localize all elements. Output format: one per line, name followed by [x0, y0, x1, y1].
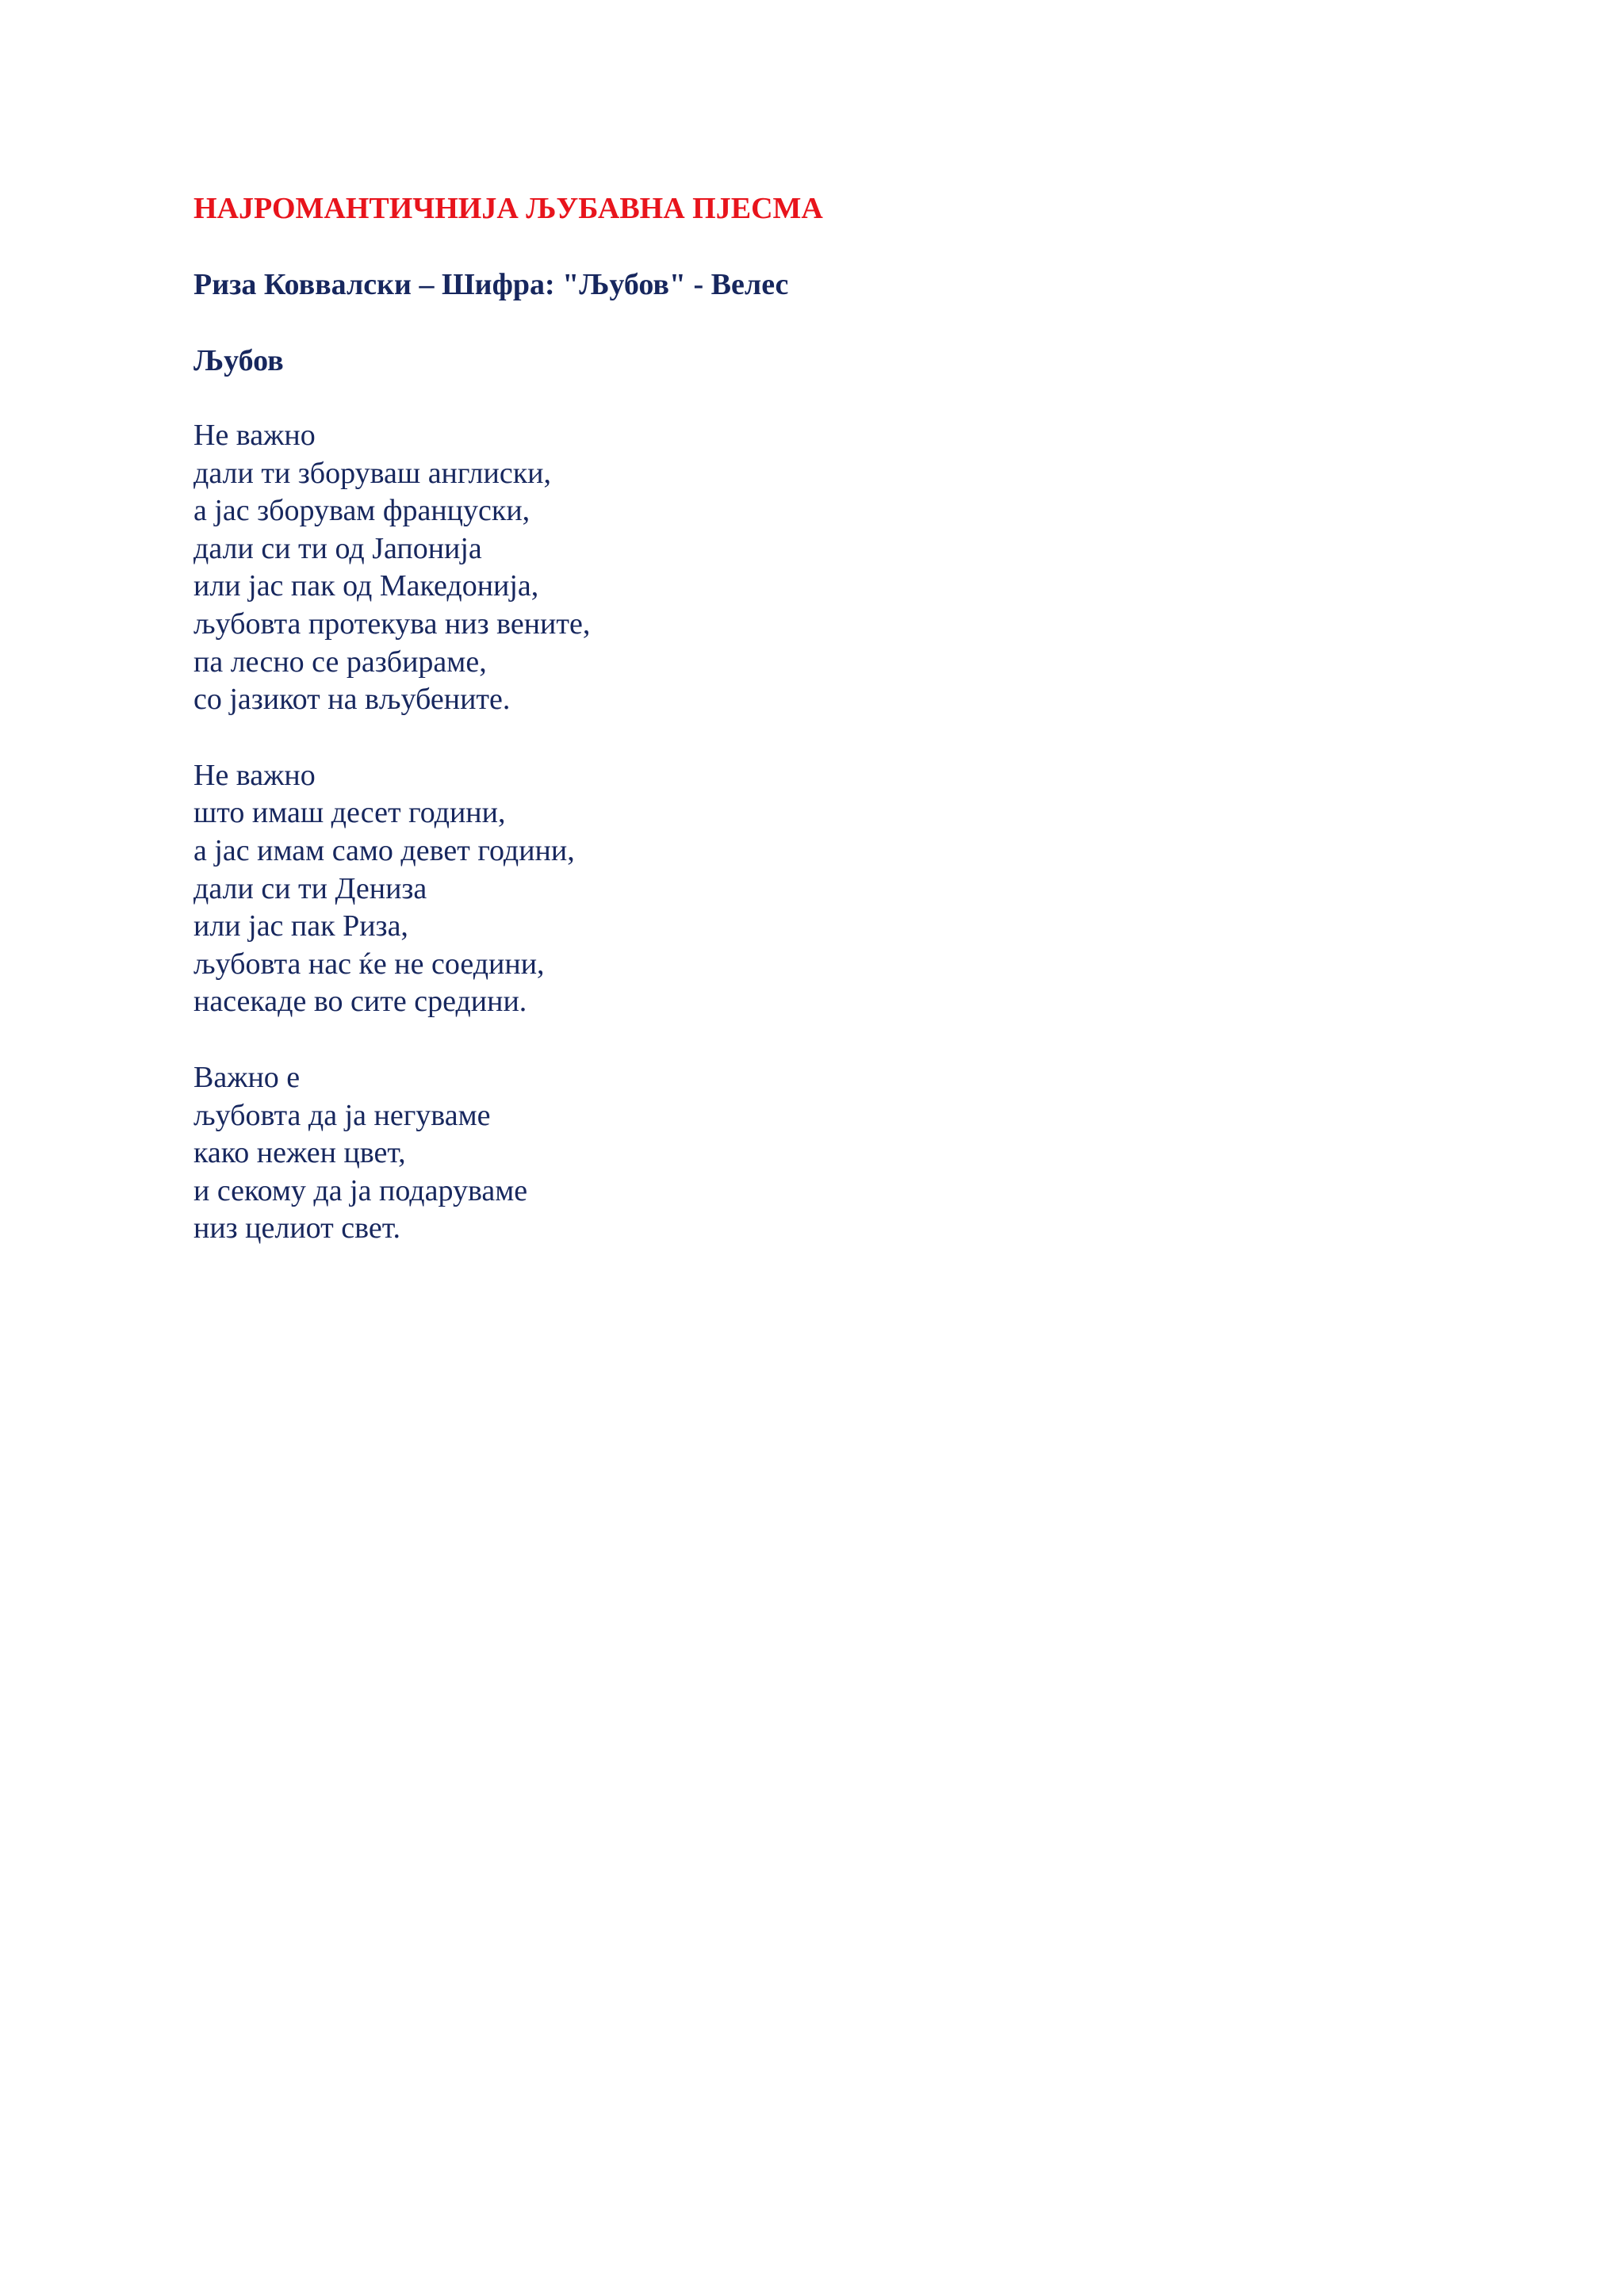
poem-line: Важно е: [193, 1060, 301, 1094]
poem-line: Не важно: [193, 419, 316, 452]
poem-line: или јас пак Риза,: [193, 909, 408, 943]
stanza-1: [193, 417, 1462, 719]
poem-line: што имаш десет години,: [193, 796, 506, 830]
poem-line: љубовта да ја негуваме: [193, 1098, 491, 1132]
poem-title: Љубов: [193, 344, 284, 377]
poem-line: а јас имам само девет години,: [193, 833, 575, 867]
poem-line: а јас зборувам француски,: [193, 494, 530, 528]
poem-line: љубовта нас ќе не соедини,: [193, 947, 545, 981]
poem-line: Не важно: [193, 758, 316, 792]
poem-line: љубовта протекува низ вените,: [193, 607, 591, 641]
document-heading: НАЈРОМАНТИЧНИЈА ЉУБАВНА ПЈЕСМА: [193, 192, 823, 225]
poem-line: дали си ти од Јапонија: [193, 531, 482, 565]
poem-line: насекаде во сите средини.: [193, 985, 527, 1019]
poem-line: со јазикот на вљубените.: [193, 683, 511, 717]
poem-line: или јас пак од Македонија,: [193, 569, 539, 603]
stanza-3: [193, 1059, 1462, 1248]
stanza-2: [193, 757, 1462, 1021]
poem-line: дали ти зборуваш англиски,: [193, 456, 552, 490]
poem-line: низ целиот свет.: [193, 1211, 400, 1246]
poem-line: и секому да ја подаруваме: [193, 1173, 528, 1207]
document-content: [193, 189, 1462, 1286]
poem-line: па лесно се разбираме,: [193, 645, 487, 679]
poem-line: дали си ти Дениза: [193, 871, 427, 905]
author-line: Риза Коввалски – Шифра: "Љубов" - Велес: [193, 268, 789, 301]
poem-line: како нежен цвет,: [193, 1136, 406, 1170]
